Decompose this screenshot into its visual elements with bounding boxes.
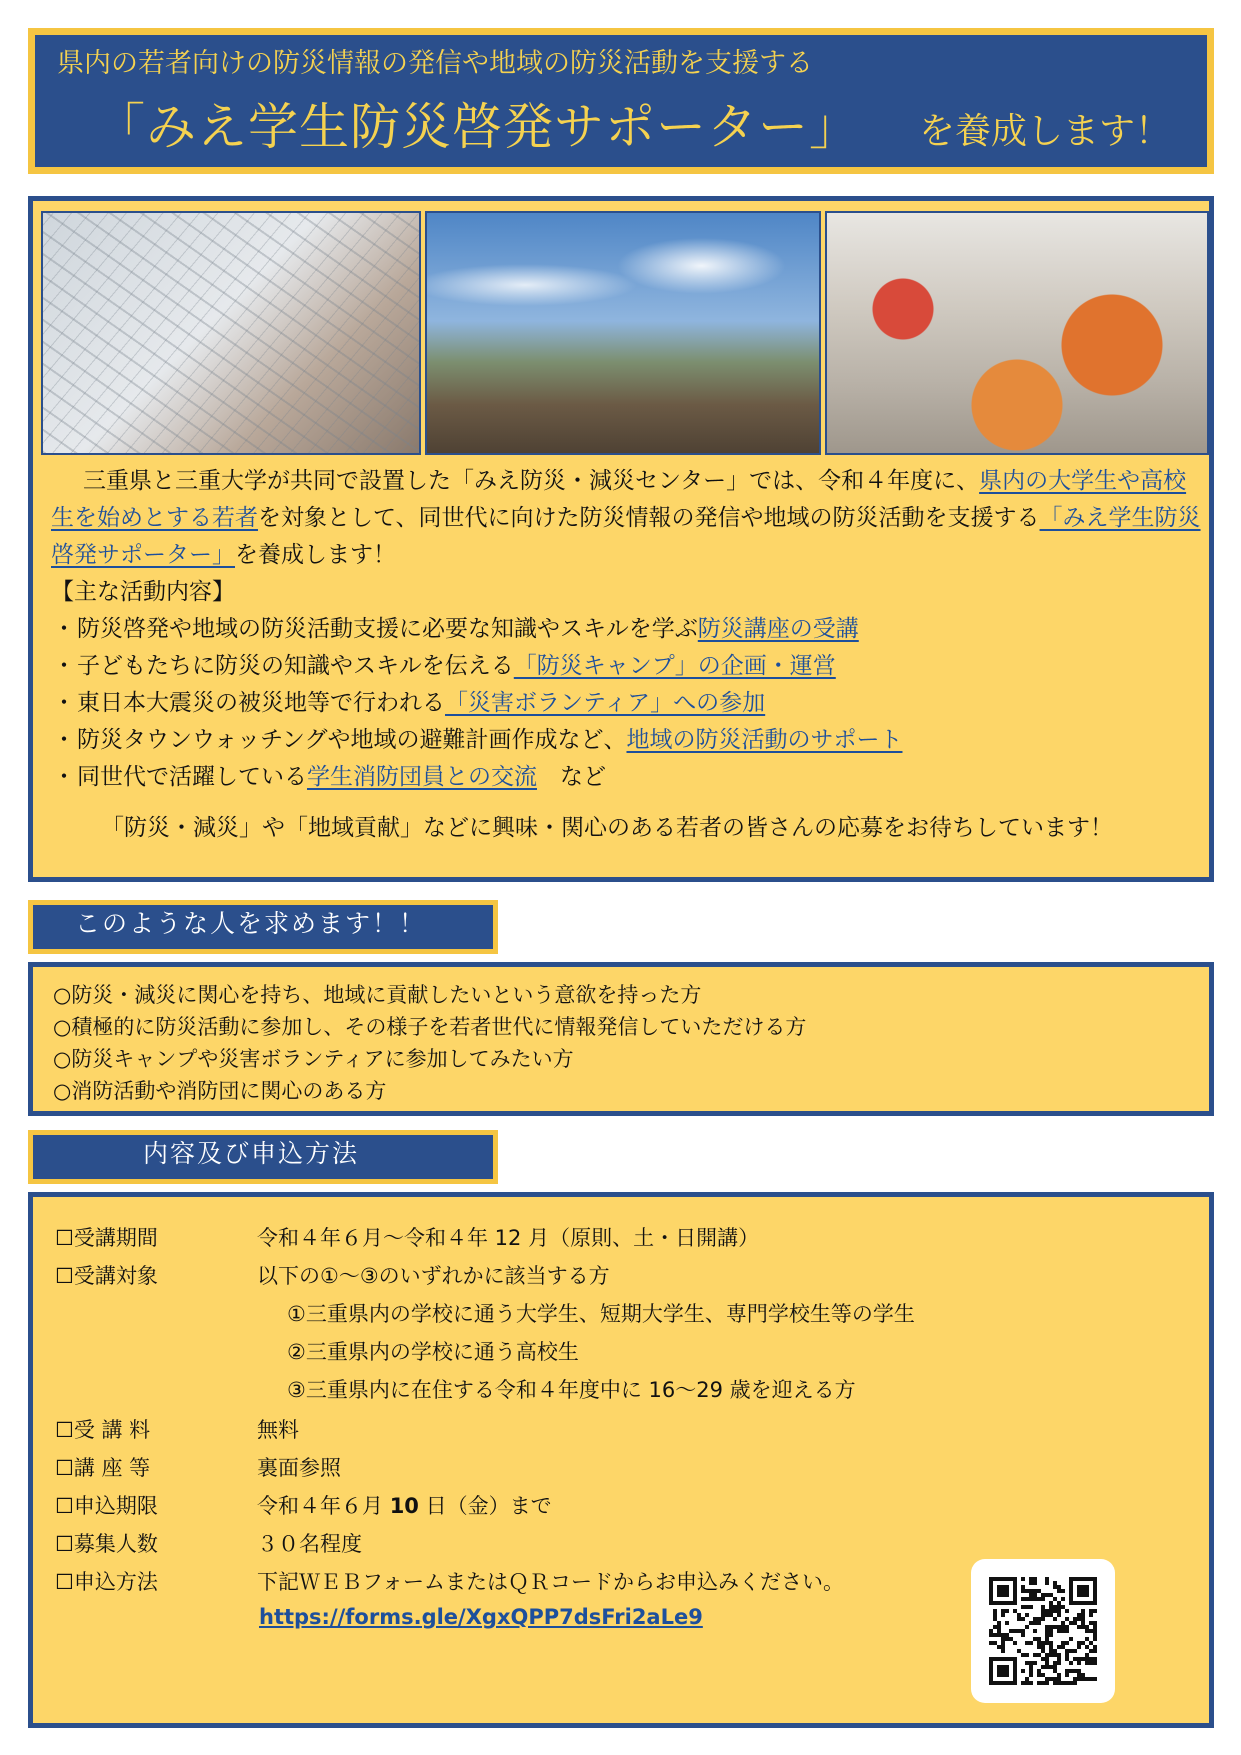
detail-row-fee — [55, 1415, 299, 1445]
detail-value-post: 日（金）まで — [418, 1494, 552, 1518]
qr-code-icon[interactable] — [989, 1577, 1097, 1685]
detail-value: ３０名程度 — [257, 1532, 362, 1556]
activity-after: など — [537, 764, 606, 790]
detail-row-capacity — [55, 1529, 362, 1559]
detail-value: 下記ＷＥＢフォームまたはＱＲコードからお申込みください。 — [257, 1570, 844, 1594]
header-title-tail: を養成します！ — [919, 111, 1172, 152]
section-label-details: 内容及び申込方法 — [28, 1130, 498, 1184]
seek-item: ○防災・減災に関心を持ち、地域に貢献したいという意欲を持った方 — [53, 983, 702, 1007]
target-item-1: ①三重県内の学校に通う大学生、短期大学生、専門学校生等の学生 — [287, 1302, 915, 1326]
header-banner — [28, 28, 1214, 174]
detail-row-course — [55, 1453, 341, 1483]
activity-link[interactable]: 学生消防団員との交流 — [307, 764, 537, 790]
detail-value-pre: 令和４年６月 — [257, 1494, 390, 1518]
detail-value: 以下の①～③のいずれかに該当する方 — [257, 1264, 610, 1288]
application-form-link[interactable]: https://forms.gle/XgxQPP7dsFri2aLe9 — [259, 1605, 703, 1629]
intro-text-c: を養成します！ — [235, 542, 396, 568]
detail-value: 裏面参照 — [257, 1456, 341, 1480]
detail-key: ☐講 座 等 — [55, 1456, 151, 1480]
detail-row-period — [55, 1223, 759, 1253]
intro-link-supporter[interactable]: 「みえ学生防災啓発サポーター」 — [51, 505, 1201, 568]
bullet-mark: ・ — [52, 616, 76, 642]
activity-item — [51, 648, 1201, 685]
intro-text-a: 三重県と三重大学が共同で設置した「みえ防災・減災センター」では、令和４年度に、 — [83, 468, 980, 494]
activity-link[interactable]: 「防災キャンプ」の企画・運営 — [513, 653, 836, 679]
detail-row-deadline — [55, 1491, 552, 1521]
activities-list — [51, 611, 1201, 796]
bullet-mark: ・ — [52, 690, 76, 716]
bullet-mark: ・ — [52, 764, 76, 790]
seek-item: ○積極的に防災活動に参加し、その様子を若者世代に情報発信していただける方 — [53, 1015, 807, 1039]
bullet-mark: ・ — [52, 727, 76, 753]
detail-key: ☐申込期限 — [55, 1494, 158, 1518]
intro-text-b: を対象として、同世代に向けた防災情報の発信や地域の防災活動を支援する — [258, 505, 1040, 531]
closing-message: 「防災・減災」や「地域貢献」などに興味・関心のある若者の皆さんの応募をお待ちしています！ — [101, 815, 1113, 841]
intro-panel — [28, 196, 1214, 882]
detail-value: 令和４年６月～令和４年 12 月（原則、土・日開講） — [257, 1226, 760, 1250]
header-title: 「みえ学生防災啓発サポーター」 — [95, 98, 860, 156]
detail-key: ☐受講対象 — [55, 1264, 158, 1288]
activity-link[interactable]: 地域の防災活動のサポート — [626, 727, 903, 753]
activity-item — [51, 759, 1201, 796]
activity-text: 防災啓発や地域の防災活動支援に必要な知識やスキルを学ぶ — [77, 616, 698, 642]
target-item-3: ③三重県内に在住する令和４年度中に 16～29 歳を迎える方 — [287, 1378, 856, 1402]
intro-link-target[interactable]: 県内の大学生や高校生を始めとする若者 — [51, 468, 1187, 531]
detail-value-day: 10 — [389, 1494, 419, 1518]
detail-key: ☐受 講 料 — [55, 1418, 151, 1442]
seek-item: ○防災キャンプや災害ボランティアに参加してみたい方 — [53, 1047, 574, 1071]
activity-item — [51, 685, 1201, 722]
target-item-2: ②三重県内の学校に通う高校生 — [287, 1340, 579, 1364]
intro-paragraph — [51, 463, 1201, 574]
activity-link[interactable]: 「災害ボランティア」への参加 — [445, 690, 766, 716]
volunteer-shoveling-photo — [425, 211, 821, 455]
activity-link[interactable]: 防災講座の受講 — [697, 616, 859, 642]
bullet-mark: ・ — [52, 653, 76, 679]
detail-row-target — [55, 1261, 610, 1291]
activity-item — [51, 722, 1201, 759]
header-subtitle: 県内の若者向けの防災情報の発信や地域の防災活動を支援する — [57, 48, 813, 79]
intro-text — [51, 463, 1201, 847]
detail-key: ☐申込方法 — [55, 1570, 158, 1594]
seek-item: ○消防活動や消防団に関心のある方 — [53, 1079, 387, 1103]
firefighter-exchange-photo — [825, 211, 1209, 455]
detail-value: 無料 — [257, 1418, 299, 1442]
section-label-seek: このような人を求めます！！ — [28, 900, 498, 954]
activity-text: 同世代で活躍している — [77, 764, 307, 790]
detail-row-method — [55, 1567, 844, 1597]
activity-text: 子どもたちに防災の知識やスキルを伝える — [77, 653, 514, 679]
activities-heading: 【主な活動内容】 — [51, 579, 235, 605]
seek-panel — [28, 962, 1214, 1116]
activity-item — [51, 611, 1201, 648]
detail-key: ☐募集人数 — [55, 1532, 158, 1556]
map-workshop-photo — [41, 211, 421, 455]
details-panel — [28, 1192, 1214, 1728]
qr-code-card — [971, 1559, 1115, 1703]
activity-text: 東日本大震災の被災地等で行われる — [77, 690, 445, 716]
activity-text: 防災タウンウォッチングや地域の避難計画作成など、 — [77, 727, 627, 753]
detail-key: ☐受講期間 — [55, 1226, 158, 1250]
